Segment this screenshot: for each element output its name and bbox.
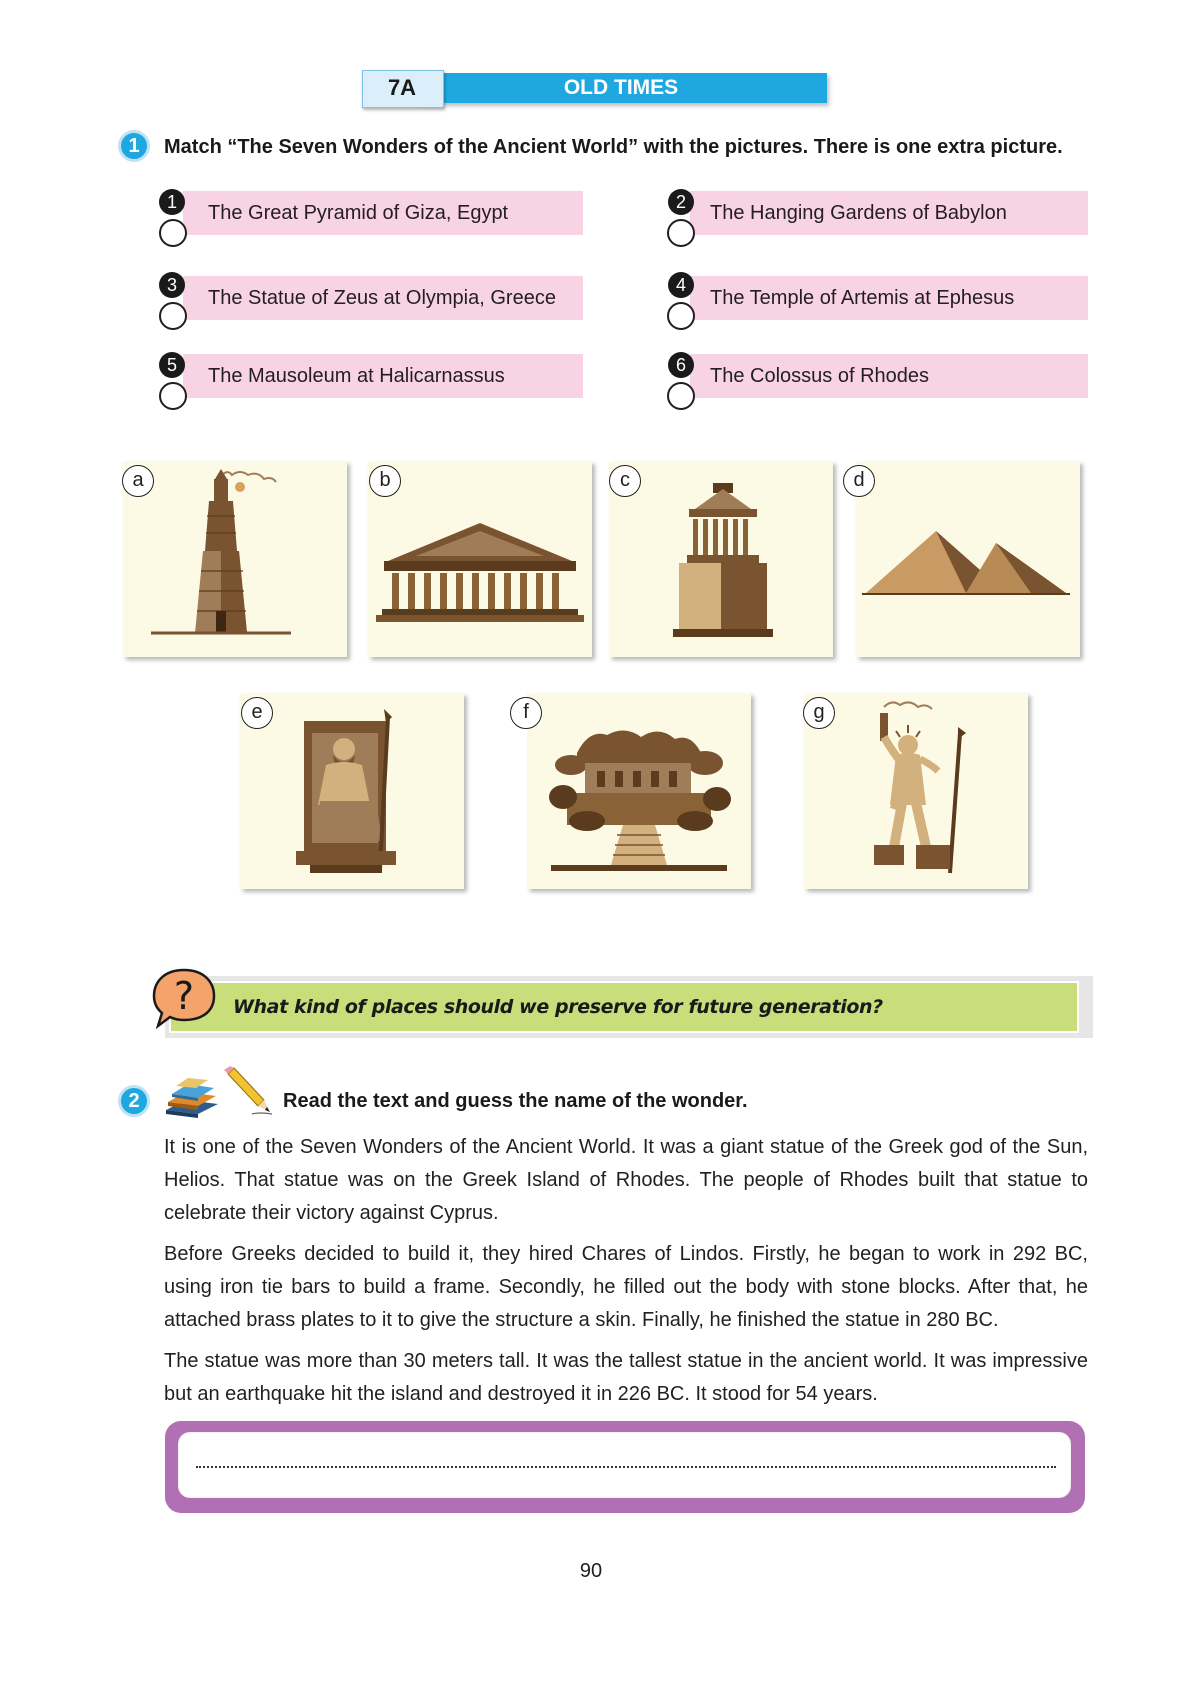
picture-b [368, 461, 592, 657]
match-item-6-text: The Colossus of Rhodes [710, 365, 930, 387]
match-item-5-text: The Mausoleum at Halicarnassus [208, 365, 505, 387]
question-mark-icon [150, 966, 218, 1030]
picture-g-label: g [803, 697, 835, 729]
temple-icon [368, 461, 592, 657]
picture-a [123, 461, 347, 657]
match-item-1-answer-circle[interactable] [159, 219, 187, 247]
answer-dotted-line [196, 1466, 1056, 1468]
answer-field[interactable] [178, 1432, 1071, 1498]
pencil-icon [222, 1066, 274, 1118]
picture-d [856, 461, 1080, 657]
match-item-2-number: 2 [668, 189, 694, 215]
picture-a-label: a [122, 465, 154, 497]
match-item-3-number: 3 [159, 272, 185, 298]
reading-paragraph-1: It is one of the Seven Wonders of the Ancient World. It was a giant statue of the Greek god of the Sun, Helios. That statue was on the Greek Island of Rhodes. The people of Rhodes built that statue to celebrate their victory against Cyprus. [164, 1136, 1088, 1224]
hanging-gardens-icon [527, 693, 751, 889]
picture-c [609, 461, 833, 657]
match-item-6-answer-circle[interactable] [667, 382, 695, 410]
unit-number: 7A [387, 75, 417, 100]
match-item-3-text: The Statue of Zeus at Olympia, Greece [208, 287, 556, 309]
match-item-2-text: The Hanging Gardens of Babylon [710, 202, 1007, 224]
exercise-1-instruction: Match “The Seven Wonders of the Ancient World” with the pictures. There is one extra picture. [164, 136, 1063, 158]
picture-f [527, 693, 751, 889]
books-icon [164, 1074, 220, 1120]
pyramids-icon [856, 461, 1080, 657]
lighthouse-icon [123, 461, 347, 657]
match-item-4-text: The Temple of Artemis at Ephesus [710, 287, 1015, 309]
exercise-1-badge: 1 [118, 130, 150, 162]
match-item-4-number: 4 [668, 272, 694, 298]
match-item-5-answer-circle[interactable] [159, 382, 187, 410]
picture-b-label: b [369, 465, 401, 497]
picture-d-label: d [843, 465, 875, 497]
picture-g [804, 693, 1028, 889]
exercise-2-badge: 2 [118, 1085, 150, 1117]
reading-paragraph-3: The statue was more than 30 meters tall. It was the tallest statue in the ancient world. It was impressive but an earthquake hit the island and destroyed it in 226 BC. It stood for 54 years. [164, 1350, 1088, 1405]
match-item-5-number: 5 [159, 352, 185, 378]
match-item-1-text: The Great Pyramid of Giza, Egypt [208, 202, 509, 224]
match-item-4-answer-circle[interactable] [667, 302, 695, 330]
reading-paragraph-2: Before Greeks decided to build it, they hired Chares of Lindos. Firstly, he began to work in 292 BC, using iron tie bars to build a frame. Secondly, he filled out the body with stone blocks. After that, he attached brass plates to it to give the structure a skin. Finally, he finished the statue in 280 BC. [164, 1243, 1088, 1331]
match-item-2-answer-circle[interactable] [667, 219, 695, 247]
picture-c-label: c [609, 465, 641, 497]
zeus-statue-icon [240, 693, 464, 889]
mausoleum-icon [609, 461, 833, 657]
discussion-question: What kind of places should we preserve for future generation? [233, 996, 883, 1018]
exercise-2-instruction: Read the text and guess the name of the wonder. [283, 1090, 748, 1112]
colossus-icon [804, 693, 1028, 889]
svg-text:?: ? [173, 974, 195, 1018]
page-number: 90 [579, 1560, 603, 1582]
match-item-6-number: 6 [668, 352, 694, 378]
picture-f-label: f [510, 697, 542, 729]
match-item-1-number: 1 [159, 189, 185, 215]
picture-e-label: e [241, 697, 273, 729]
picture-e [240, 693, 464, 889]
match-item-3-answer-circle[interactable] [159, 302, 187, 330]
unit-title: OLD TIMES [563, 76, 679, 99]
